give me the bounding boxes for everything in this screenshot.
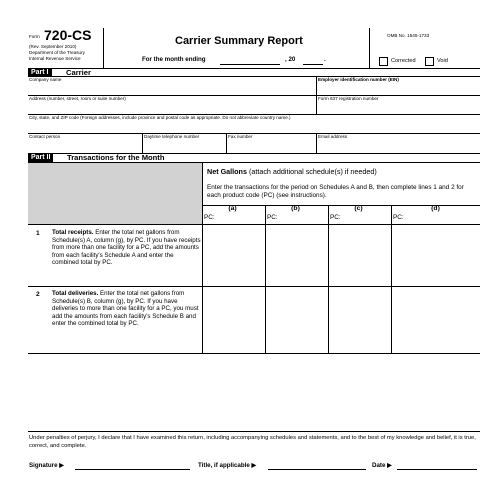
form-revision: (Rev. September 2010)	[29, 44, 77, 49]
part1-rule-4	[28, 133, 480, 134]
void-checkbox[interactable]	[425, 57, 434, 66]
title-label: Title, if applicable ▶	[198, 462, 257, 469]
column-b-header: (b)	[291, 205, 300, 212]
email-label: Email address	[318, 134, 348, 139]
shaded-header-area	[28, 163, 202, 224]
header-divider-left	[103, 28, 104, 68]
address-label: Address (number, street, room or suite number)	[29, 96, 126, 101]
line-2-col-b[interactable]	[266, 287, 327, 352]
column-b-pc[interactable]: PC:	[267, 214, 278, 221]
form-title: Carrier Summary Report	[175, 35, 303, 47]
net-gallons-heading	[207, 167, 377, 176]
year-field[interactable]	[303, 64, 323, 65]
corrected-checkbox[interactable]	[379, 57, 388, 66]
form-prefix: Form	[29, 34, 40, 39]
line-1-number: 1	[36, 230, 40, 237]
line-2-text: Enter the total net gallons from Schedule(s) B, column (g), by PC. If you have deliveries to more than one facility for a PC, you must add the amounts from each facility's Schedule B and enter the combined total by PC.	[52, 290, 199, 328]
column-c-pc[interactable]: PC:	[330, 214, 341, 221]
line-1-text: Enter the total net gallons from Schedule(s) A, column (g), by PC. If you have receipts from more than one facility for a PC, add the amounts from each facility's Schedule A and enter the combined total by PC.	[52, 229, 201, 267]
line-2-number: 2	[36, 291, 40, 298]
contact-divider	[142, 133, 143, 153]
column-d-header: (d)	[431, 205, 440, 212]
agency: Internal Revenue Service	[29, 56, 81, 61]
line-2-col-d[interactable]	[392, 287, 479, 352]
year-label: , 20	[285, 56, 296, 63]
part2-title: Transactions for the Month	[67, 153, 165, 162]
part2-instructions: Enter the transactions for the period on Schedules A and B, then complete lines 1 and 2 for each product code (PC) (see instructions).	[207, 184, 464, 199]
form637-label: Form 637 registration number	[318, 96, 379, 101]
ein-label: Employer identification number (EIN)	[318, 77, 399, 82]
line-2-description	[52, 290, 202, 328]
line-1-col-c[interactable]	[329, 225, 390, 285]
date-label: Date ▶	[372, 462, 392, 469]
line-2-title: Total deliveries.	[52, 290, 99, 297]
net-gallons-bold: Net Gallons	[207, 167, 247, 176]
line-1-col-b[interactable]	[266, 225, 327, 285]
signature-label: Signature ▶	[29, 462, 65, 469]
column-a-header: (a)	[228, 205, 237, 212]
header-divider-right	[369, 28, 370, 68]
contact-label: Contact person	[29, 134, 61, 139]
phone-label: Daytime telephone number	[144, 134, 200, 139]
part1-title: Carrier	[66, 68, 91, 77]
part1-title-rule	[28, 76, 480, 77]
title-field[interactable]	[268, 469, 366, 470]
city-label: City, state, and ZIP code (Foreign addresses, include province and postal code as appropriate. Do not abbreviate country name.)	[29, 115, 291, 120]
fax-label: Fax number	[228, 134, 253, 139]
signature-field[interactable]	[75, 469, 190, 470]
column-a-pc[interactable]: PC:	[204, 214, 215, 221]
line-1-title: Total receipts.	[52, 229, 94, 236]
column-d-pc[interactable]: PC:	[393, 214, 404, 221]
signature-top-rule	[28, 431, 480, 432]
month-label: For the month ending	[142, 56, 206, 63]
corrected-label: Corrected	[391, 58, 416, 64]
void-label: Void	[437, 58, 448, 64]
column-c-header: (c)	[354, 205, 363, 212]
month-ending-field[interactable]	[220, 64, 280, 65]
net-gallons-note: (attach additional schedule(s) if needed)	[246, 167, 377, 176]
date-field[interactable]	[397, 469, 477, 470]
line-2-col-c[interactable]	[329, 287, 390, 352]
part1-label: Part I	[28, 68, 52, 77]
line-2-col-a[interactable]	[203, 287, 264, 352]
period-dot: .	[324, 56, 326, 63]
phone-divider	[226, 133, 227, 153]
part1-top-rule	[28, 68, 480, 69]
company-name-label: Company name	[29, 77, 62, 82]
fax-divider	[316, 133, 317, 153]
part2-label: Part II	[28, 153, 53, 162]
part2-bottom-rule	[28, 353, 480, 354]
form-number: 720-CS	[44, 27, 92, 43]
perjury-statement: Under penalties of perjury, I declare that I have examined this return, including accompanying schedules and statements, and to the best of my knowledge and belief, it is true, correct, and complete.	[29, 435, 476, 449]
line-1-col-a[interactable]	[203, 225, 264, 285]
line-1-col-d[interactable]	[392, 225, 479, 285]
department: Department of the Treasury	[29, 50, 85, 55]
omb-number: OMB No. 1545-1733	[387, 33, 430, 38]
line-1-description	[52, 229, 202, 267]
